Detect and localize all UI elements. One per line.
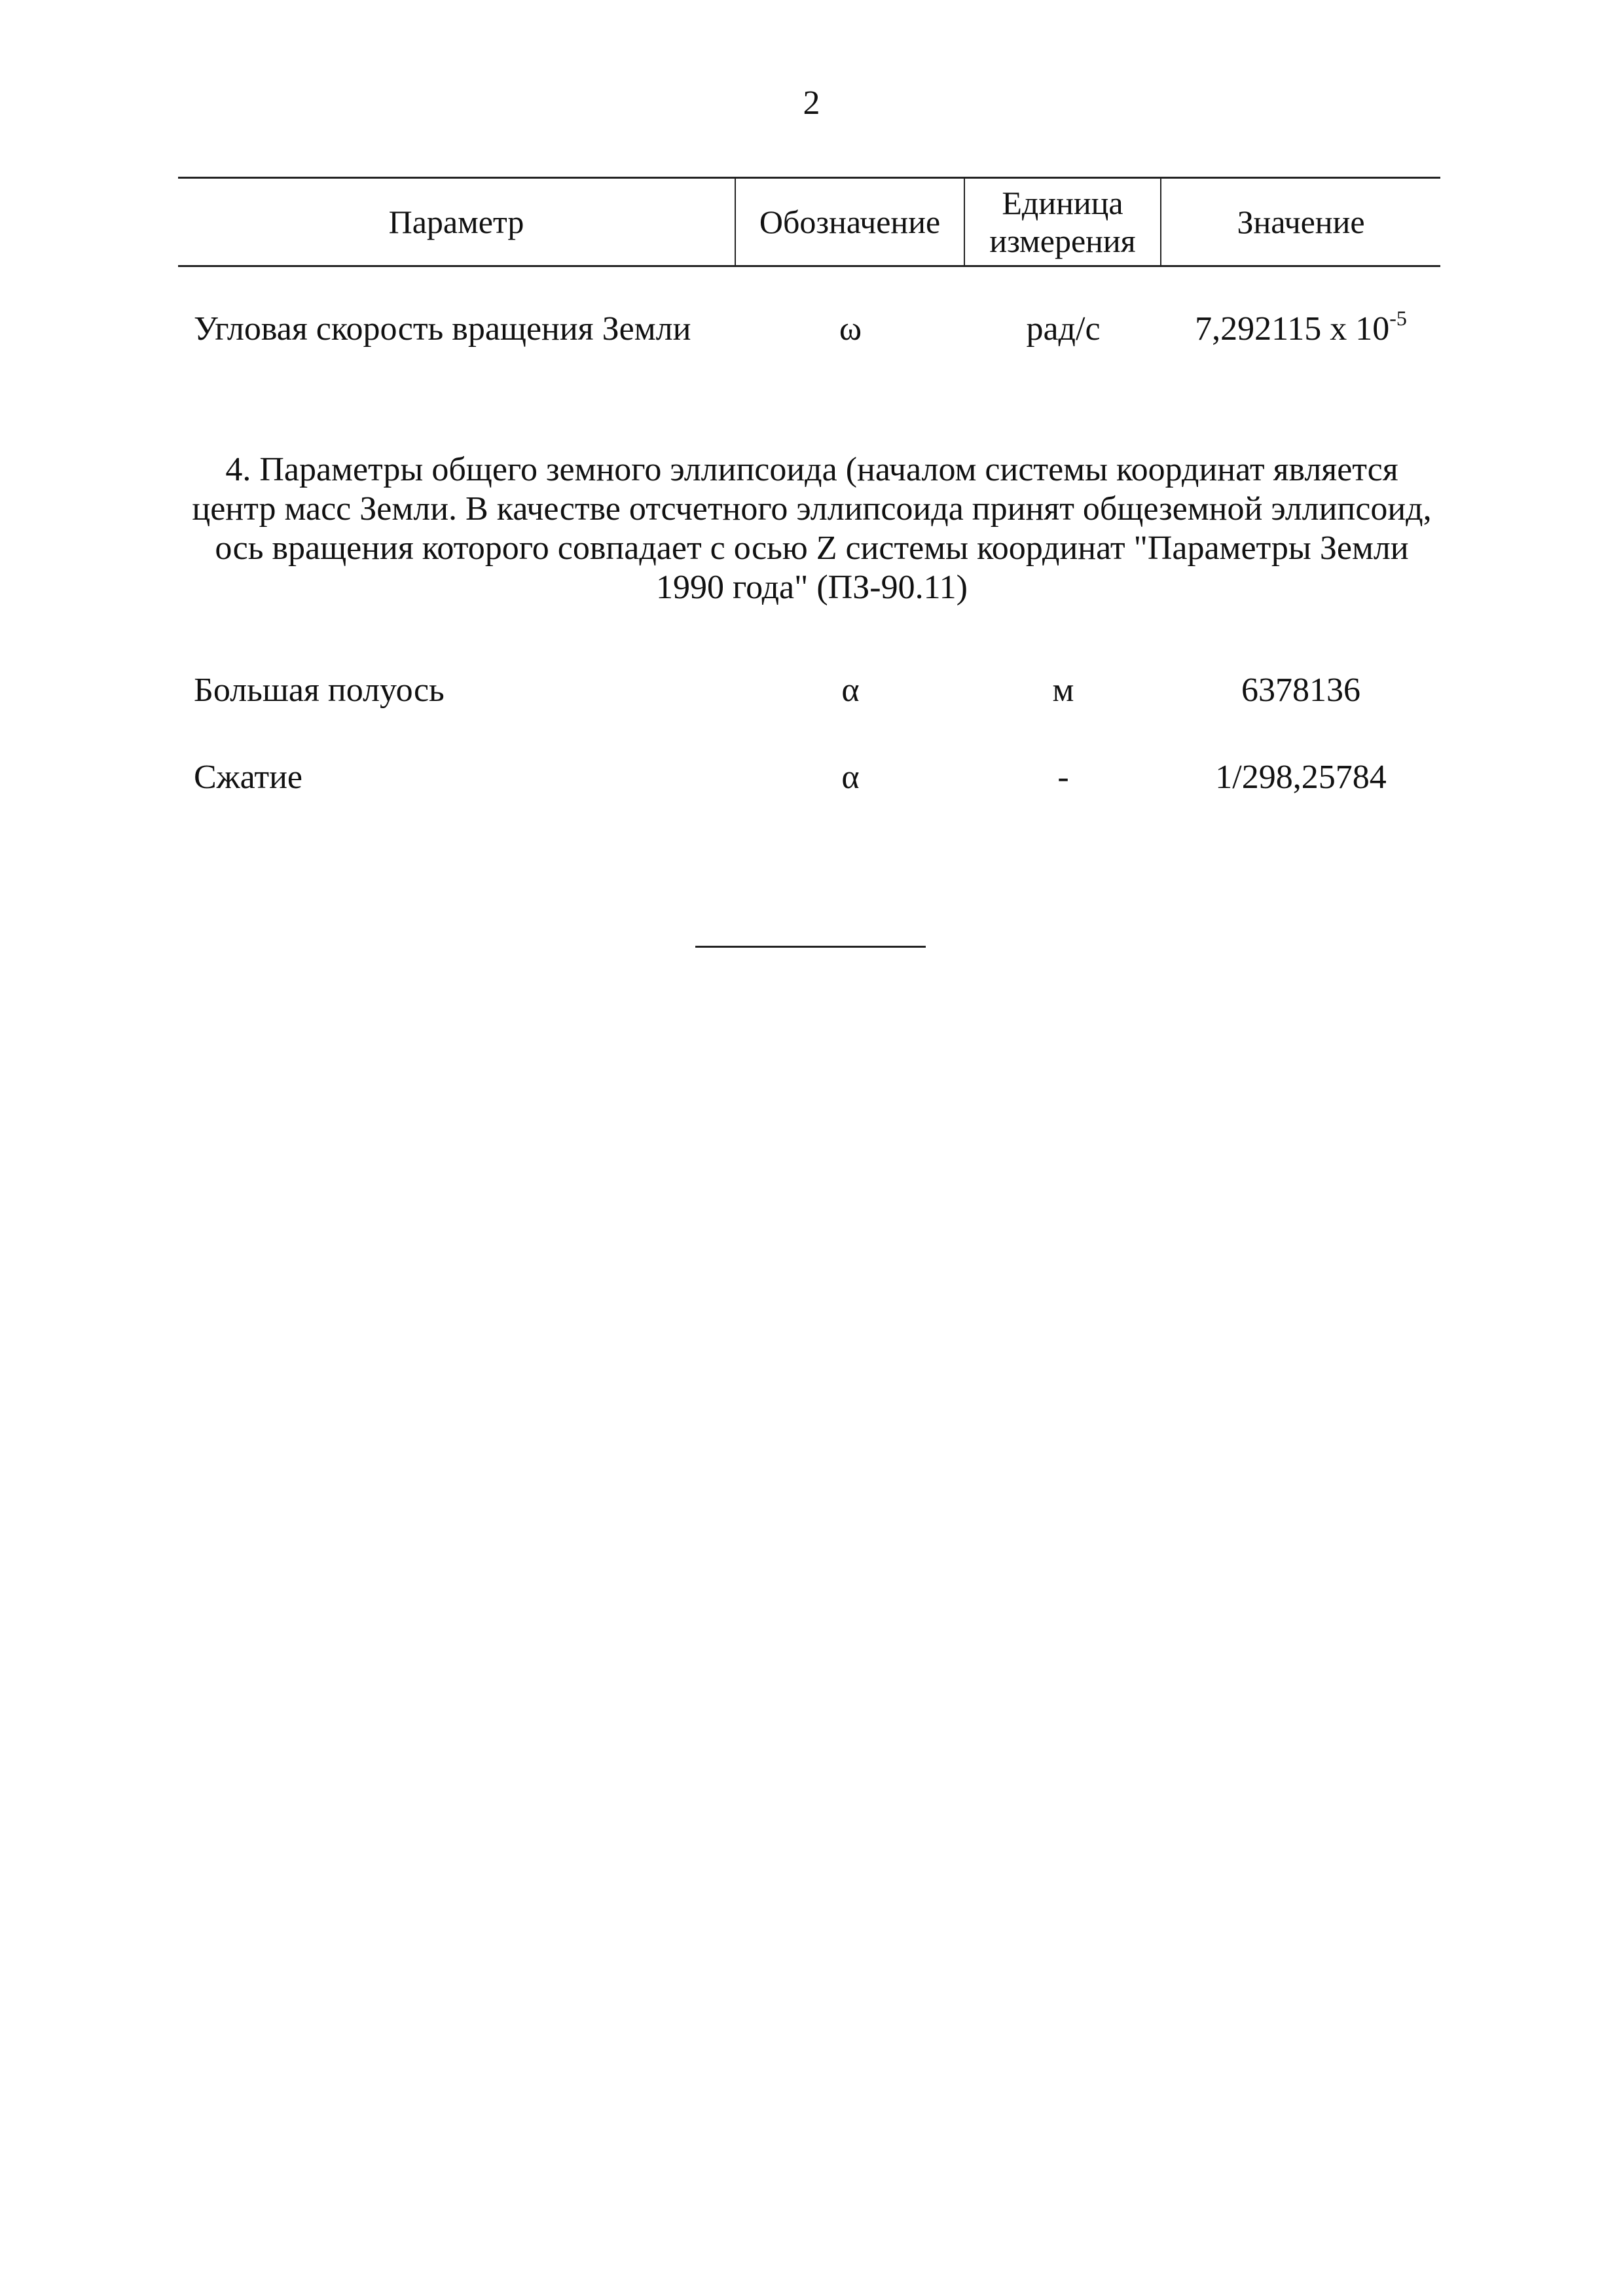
header-unit [965, 179, 1161, 265]
end-divider [695, 946, 926, 948]
row-value: 1/298,25784 [1215, 759, 1387, 796]
row-unit: рад/с [1026, 310, 1101, 348]
row-value [1161, 308, 1440, 351]
row-unit: - [1057, 759, 1069, 796]
header-unit-line2: измерения [989, 223, 1136, 259]
row-parameter: Большая полуось [194, 672, 445, 709]
row-unit: м [1052, 672, 1074, 709]
row-symbol: ω [839, 310, 862, 348]
row-parameter: Сжатие [194, 759, 302, 796]
page-number: 2 [803, 84, 820, 122]
row-value-base: 7,292115 x 10 [1195, 310, 1390, 348]
row-parameter: Угловая скорость вращения Земли [194, 310, 691, 348]
header-unit-line1: Единица [1002, 185, 1123, 221]
row-value-exponent: -5 [1389, 306, 1407, 330]
row-symbol: α [841, 759, 860, 796]
row-value: 6378136 [1241, 672, 1360, 709]
header-parameter: Параметр [178, 179, 736, 265]
header-symbol: Обозначение [736, 179, 965, 265]
section-heading: 4. Параметры общего земного эллипсоида (началом системы координат является центр масс Земли. В качестве отсчетного эллипсоида принят общеземной эллипсоид, ось вращения которого совпадает с осью Z системы координат "Параметры Земли 1990 года" (ПЗ-90.11) [192, 451, 1432, 606]
header-value: Значение [1237, 204, 1365, 240]
row-symbol: α [841, 672, 860, 709]
table-header [178, 177, 1440, 267]
